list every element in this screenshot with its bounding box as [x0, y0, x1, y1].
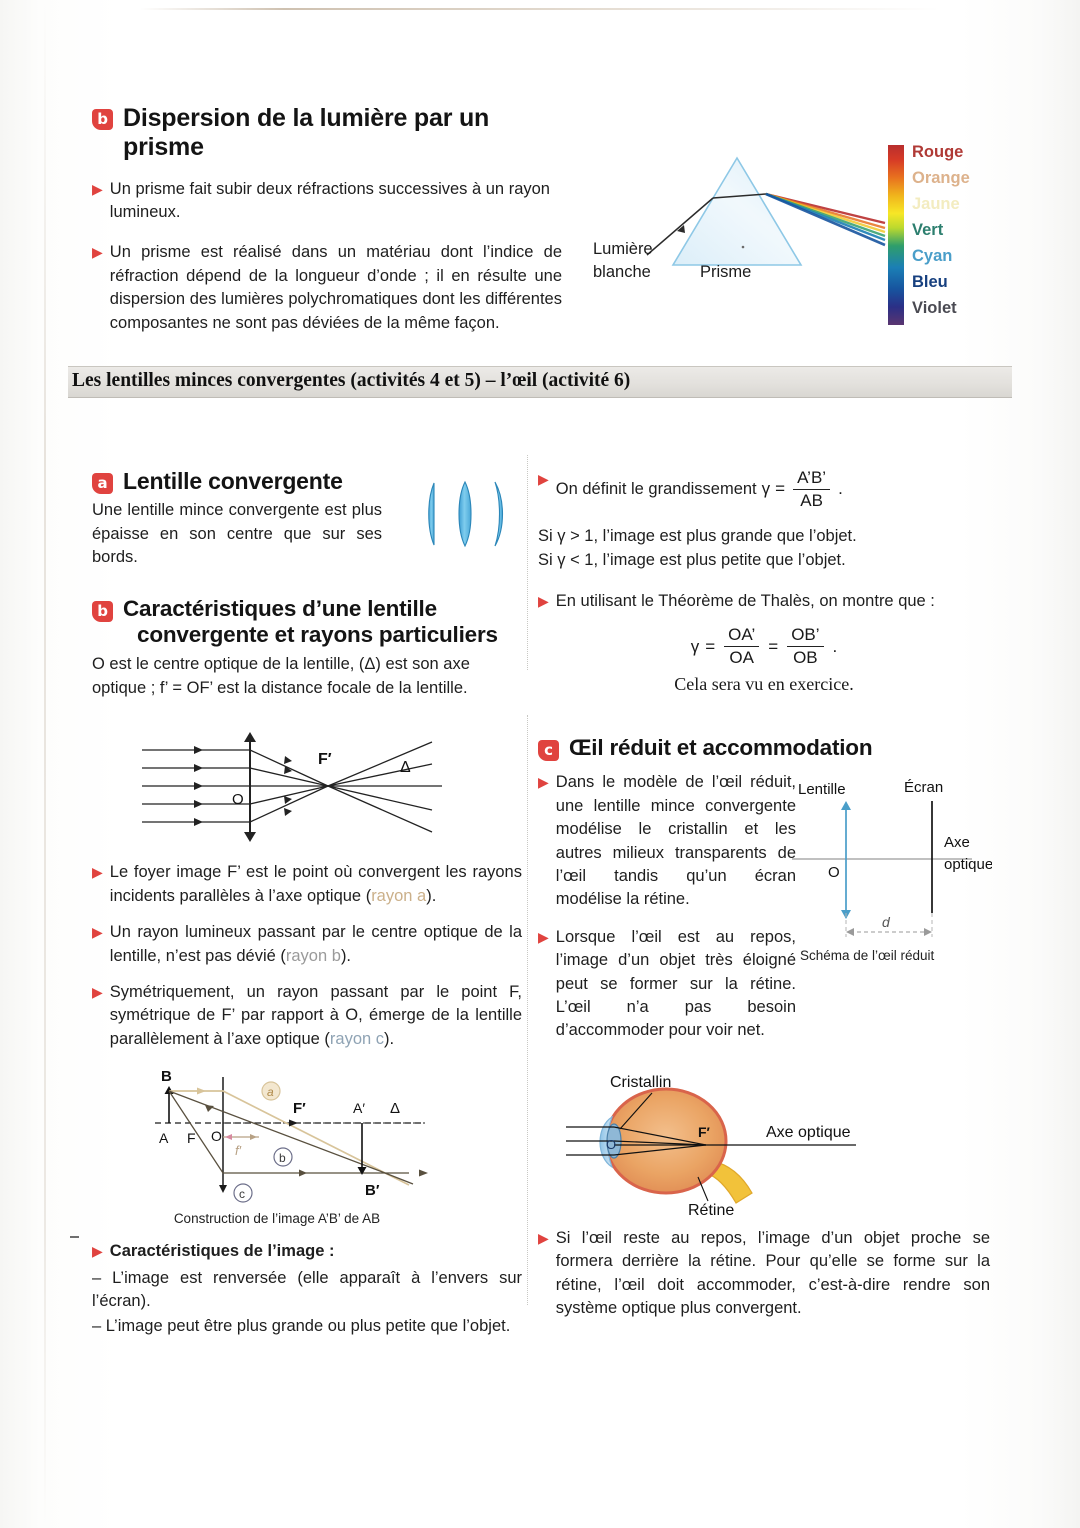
block-grandissement-definition — [538, 468, 990, 511]
section-title-text: Œil réduit et accommodation — [569, 735, 873, 761]
label-lentille: Lentille — [798, 781, 846, 799]
label-B: B — [161, 1069, 172, 1086]
symbol-gamma-2: γ — [690, 636, 700, 656]
spectrum-label-violet: Violet — [912, 299, 957, 318]
paragraph-rayon-centre — [92, 921, 522, 968]
section-title-line2: convergente et rayons particuliers — [137, 621, 498, 647]
label-lumiere-blanche-line2: blanche — [593, 263, 651, 281]
badge-b-prisme: b — [92, 109, 113, 130]
token-rayon-c: rayon c — [329, 1029, 385, 1048]
label-ray-a: a — [267, 1085, 274, 1100]
column-divider-upper — [527, 455, 529, 670]
paragraph-lentille-body: Une lentille mince convergente est plus épaisse en son centre que sur ses bords. — [92, 501, 382, 567]
section-title-text: Dispersion de la lumière par un prisme — [123, 104, 490, 161]
construction-svg — [147, 1069, 447, 1209]
label-cristallin: Cristallin — [610, 1073, 672, 1091]
spectrum-label-list — [912, 139, 996, 321]
paragraph-prisme-1 — [92, 178, 562, 225]
label-F-prime: F′ — [318, 751, 332, 769]
column-divider-lower — [527, 715, 529, 1305]
fraction-grandissement — [793, 468, 830, 511]
bullet-triangle-icon: ▶ — [538, 471, 549, 487]
bullet-triangle-icon: ▶ — [92, 180, 103, 197]
parallel-rays-svg — [132, 724, 452, 849]
section-heading-dispersion — [92, 104, 562, 162]
lens-shapes-illustration — [425, 478, 520, 550]
symbol-equals: = — [775, 479, 786, 499]
fraction-OA — [724, 625, 759, 668]
label-O: O — [232, 791, 244, 809]
token-rayon-a: rayon a — [371, 886, 427, 905]
spectrum-color-bar — [888, 145, 904, 325]
symbol-equals-3: = — [768, 636, 779, 656]
label-B-prime: B′ — [365, 1182, 380, 1200]
spectrum-label-rouge: Rouge — [912, 143, 964, 161]
fraction-denominator: AB — [800, 490, 823, 510]
caracteristique-item-1: – L’image est renversée (elle apparaît à l’envers sur l’écran). — [92, 1268, 522, 1311]
label-f-prime-distance: f′ — [235, 1143, 242, 1159]
paragraph-foyer-image — [92, 861, 522, 908]
text-gamma-less: Si γ < 1, l’image est plus petite que l’objet. — [538, 551, 846, 570]
label-retine: Rétine — [688, 1201, 735, 1219]
label-O-construction: O — [211, 1128, 222, 1145]
paragraph-prisme-2-text: Un prisme est réalisé dans un matériau dont l’indice de réfraction dépend de la longueur d’onde ; il en résulte une dispersion des lumières polychromatiques dont les différentes composantes ne sont pas déviées de la même façon. — [109, 243, 562, 332]
symbol-equals-2: = — [705, 636, 716, 656]
paragraph-prisme-2 — [92, 241, 562, 335]
section-lentille-convergente — [92, 468, 522, 570]
text-grandissement-intro: On définit le grandissement — [555, 479, 757, 498]
symbol-period: . — [838, 479, 843, 499]
section-oeil-reduit — [538, 735, 990, 1043]
label-F: F — [187, 1130, 196, 1147]
bullet-triangle-icon: ▶ — [92, 983, 103, 1000]
eye-anatomy-svg — [566, 1069, 986, 1219]
label-delta-construction: Δ — [390, 1100, 401, 1118]
label-A-prime: A′ — [353, 1100, 365, 1117]
label-ray-b: b — [279, 1151, 286, 1166]
token-rayon-b: rayon b — [285, 946, 341, 965]
paragraph-foyer-pre: Le foyer image F’ est le point où convergent les rayons incidents parallèles à l’axe optique ( — [109, 863, 522, 905]
paragraph-oeil-repos — [538, 926, 796, 1043]
label-d: d — [882, 914, 890, 931]
paragraph-centre-pre: Un rayon lumineux passant par le centre optique de la lentille, n’est pas dévié ( — [109, 923, 522, 965]
paragraph-rayon-symetrique — [92, 981, 522, 1051]
paragraph-accommodation-text: Si l’œil reste au repos, l’image d’un objet proche se formera derrière la rétine. Pour qu’elle se forme sur la rétine, l’œil doit accommoder, c’est-à-dire rendre son système optique plus convergent. — [555, 1228, 990, 1318]
caption-construction: Construction de l’image A’B’ de AB — [173, 1211, 381, 1227]
text-gamma-greater: Si γ > 1, l’image est plus grande que l’objet. — [538, 526, 857, 545]
fraction-OB — [787, 625, 823, 668]
fraction-numerator: OA’ — [724, 625, 759, 647]
label-O-eye: O — [606, 1136, 617, 1152]
label-ecran: Écran — [904, 779, 944, 797]
heading-caracteristiques-image: Caractéristiques de l’image : — [109, 1242, 335, 1261]
label-O-schema: O — [828, 864, 840, 882]
paragraph-modele-oeil-text: Dans le modèle de l’œil réduit, une lentille mince convergente modélise le cristallin et les autres milieux transparents de l’œil tandis qu’un écran modélise la rétine. — [555, 773, 796, 909]
badge-a-lentille: a — [92, 473, 113, 494]
text-thales-intro: En utilisant le Théorème de Thalès, on montre que : — [555, 591, 935, 610]
block-thales — [538, 590, 990, 613]
bullet-triangle-icon: ▶ — [92, 864, 103, 881]
note-exercice: Cela sera vu en exercice. — [674, 674, 854, 695]
bullet-triangle-icon: ▶ — [538, 592, 549, 609]
label-lumiere-blanche-line1: Lumière — [593, 240, 653, 258]
label-axe-line2: optique — [944, 856, 992, 874]
fraction-denominator: OB — [793, 647, 818, 667]
caracteristique-item-2: – L’image peut être plus grande ou plus petite que l’objet. — [92, 1316, 511, 1335]
paragraph-modele-oeil — [538, 771, 796, 912]
label-axe-line1: Axe — [944, 834, 970, 852]
bullet-triangle-icon: ▶ — [538, 774, 549, 791]
section-caracteristiques-lentille — [92, 596, 522, 701]
label-axe-optique-eye: Axe optique — [766, 1123, 851, 1141]
bullet-triangle-icon: ▶ — [538, 1229, 549, 1246]
paragraph-prisme-1-text: Un prisme fait subir deux réfractions successives à un rayon lumineux. — [109, 179, 550, 221]
spectrum-label-orange: Orange — [912, 169, 970, 188]
label-F-prime-eye: F′ — [698, 1123, 710, 1140]
bullet-triangle-icon: ▶ — [92, 924, 103, 941]
spectrum-label-jaune: Jaune — [912, 195, 960, 214]
label-prisme: Prisme — [700, 263, 752, 281]
symbol-gamma: γ — [761, 479, 771, 499]
right-column — [538, 468, 990, 1321]
spectrum-label-bleu: Bleu — [912, 273, 948, 292]
paragraph-centre-optique: O est le centre optique de la lentille, (Δ) est son axe optique ; f’ = OF’ est la distance focale de la lentille. — [92, 655, 470, 697]
figure-prisme-dispersion — [585, 135, 995, 335]
section-title-line1: Caractéristiques d’une lentille — [123, 595, 437, 621]
block-caracteristiques-image — [92, 1240, 522, 1338]
section-title-wrap — [123, 596, 498, 648]
figure-oeil-anatomie — [538, 1069, 990, 1219]
section-dispersion-prisme — [92, 104, 562, 335]
spectrum-label-cyan: Cyan — [912, 247, 953, 266]
caption-schema-oeil: Schéma de l’œil réduit — [800, 948, 935, 964]
spectrum-label-vert: Vert — [912, 221, 944, 240]
bullet-triangle-icon: ▶ — [92, 1243, 103, 1260]
section-title-text: Lentille convergente — [123, 468, 343, 494]
symbol-period-2: . — [832, 636, 838, 656]
bullet-triangle-icon: ▶ — [92, 244, 103, 261]
figure-construction-image — [92, 1069, 522, 1226]
paragraph-centre-post: ). — [340, 946, 352, 965]
lens-shapes-svg — [425, 478, 520, 550]
fraction-numerator: OB’ — [787, 625, 823, 647]
paragraph-oeil-repos-text: Lorsque l’œil est au repos, l’image d’un objet très éloigné peut se former sur la rétine. L’œil n’a pas besoin d’accommoder pour voir net. — [555, 927, 796, 1040]
section-heading-caracteristiques — [92, 596, 522, 648]
badge-c-oeil: c — [538, 740, 559, 761]
label-F-prime-construction: F′ — [293, 1100, 306, 1118]
banner-lentilles-minces — [68, 366, 1012, 398]
figure-rayons-paralleles — [92, 724, 522, 849]
paragraph-sym-pre: Symétriquement, un rayon passant par le point F, symétrique de F’ par rapport à O, émerge de la lentille parallèlement à l’axe optique ( — [109, 982, 522, 1048]
section-heading-oeil — [538, 735, 990, 761]
paragraph-accommodation — [538, 1227, 990, 1321]
fraction-numerator: A’B’ — [793, 468, 830, 490]
badge-b-caracteristiques: b — [92, 601, 113, 622]
label-delta: Δ — [400, 759, 411, 777]
figure-schema-oeil-reduit — [792, 777, 992, 963]
fraction-denominator: OA — [729, 647, 754, 667]
bullet-triangle-icon: ▶ — [538, 928, 549, 945]
scan-stray-mark — [70, 1236, 79, 1238]
paragraph-foyer-post: ). — [426, 886, 437, 905]
banner-title-text: Les lentilles minces convergentes (activités 4 et 5) – l’œil (activité 6) — [72, 370, 631, 391]
formula-thales — [538, 625, 990, 668]
paragraph-sym-post: ). — [384, 1029, 395, 1048]
left-column — [92, 468, 522, 1338]
label-ray-c: c — [239, 1187, 245, 1202]
schema-oeil-svg — [792, 777, 992, 947]
label-A: A — [159, 1130, 169, 1147]
